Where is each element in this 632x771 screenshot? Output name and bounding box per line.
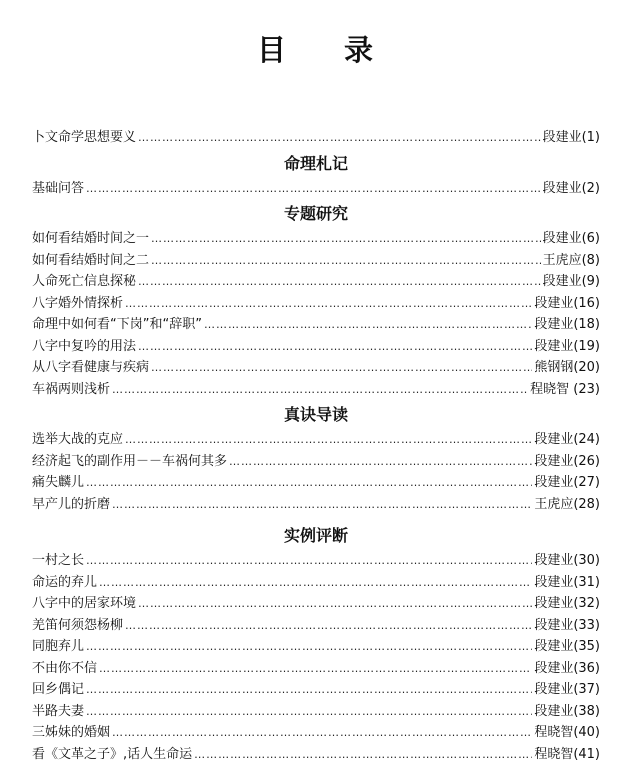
dot-leader [86, 554, 532, 567]
toc-entry-title: 一村之长 [32, 553, 85, 568]
toc-entry-author-page: 段建业(1) [542, 130, 600, 145]
table-of-contents [32, 126, 600, 764]
toc-entry[interactable] [32, 592, 600, 614]
toc-entry-author-page: 段建业(37) [534, 682, 600, 697]
toc-entry-author-page: 程晓智(40) [534, 725, 600, 740]
toc-entry[interactable] [32, 700, 600, 722]
dot-leader [86, 705, 532, 718]
dot-leader [151, 361, 532, 374]
dot-leader [125, 433, 532, 446]
toc-entry-title: 卜文命学思想要义 [32, 130, 137, 145]
dot-leader [86, 640, 532, 653]
toc-entry-author-page: 段建业(16) [534, 295, 600, 311]
toc-entry-author-page: 段建业(2) [542, 180, 600, 196]
toc-entry[interactable] [32, 743, 600, 765]
page-title [0, 28, 632, 69]
dot-leader [194, 748, 532, 761]
dot-leader [125, 297, 532, 310]
toc-entry-author-page: 段建业(31) [534, 574, 600, 590]
toc-entry-title: 早产儿的折磨 [32, 496, 111, 512]
toc-entry[interactable] [32, 356, 600, 378]
dot-leader [86, 476, 532, 489]
dot-leader [112, 726, 532, 739]
dot-leader [229, 455, 532, 468]
toc-entry-title: 从八字看健康与疾病 [32, 360, 150, 375]
toc-entry-title: 同胞弃儿 [32, 639, 85, 654]
dot-leader [138, 275, 541, 288]
toc-entry-title: 经济起飞的副作用－－车祸何其多 [32, 453, 228, 469]
toc-entry-author-page: 段建业(35) [534, 639, 600, 654]
toc-entry[interactable] [32, 571, 600, 593]
toc-entry-author-page: 段建业(38) [534, 703, 600, 719]
toc-entry[interactable] [32, 249, 600, 271]
toc-entry[interactable] [32, 450, 600, 472]
toc-entry[interactable] [32, 126, 600, 148]
toc-entry[interactable] [32, 549, 600, 571]
toc-entry[interactable] [32, 335, 600, 357]
toc-entry-title: 半路夫妻 [32, 703, 85, 719]
toc-entry-author-page: 段建业(36) [534, 660, 600, 676]
toc-entry[interactable] [32, 313, 600, 335]
toc-entry-author-page: 熊钢钢(20) [534, 360, 600, 375]
toc-entry-title: 看《文革之子》,话人生命运 [32, 746, 193, 762]
toc-entry-author-page: 段建业(6) [542, 231, 600, 246]
dot-leader [112, 498, 532, 511]
dot-leader [138, 340, 532, 353]
dot-leader [138, 597, 532, 610]
toc-entry-author-page: 段建业(27) [534, 475, 600, 490]
section-heading: 实例评断 [283, 526, 348, 545]
toc-entry[interactable] [32, 227, 600, 249]
toc-entry[interactable] [32, 678, 600, 700]
dot-leader [125, 619, 532, 632]
toc-entry[interactable] [32, 721, 600, 743]
page-title-char: 目 [256, 33, 288, 67]
toc-entry-title: 如何看结婚时间之二 [32, 252, 150, 268]
toc-entry-title: 八字中复吟的用法 [32, 338, 137, 354]
toc-entry-author-page: 段建业(24) [534, 432, 600, 447]
toc-entry[interactable] [32, 493, 600, 515]
dot-leader [138, 131, 541, 144]
dot-leader [99, 576, 532, 589]
section-heading: 专题研究 [283, 204, 348, 223]
dot-leader [204, 318, 532, 331]
toc-entry-author-page: 段建业(32) [534, 596, 600, 611]
toc-entry-title: 选举大战的克应 [32, 432, 124, 447]
page-title-char: 录 [344, 33, 376, 67]
dot-leader [151, 254, 541, 267]
toc-entry-title: 命理中如何看“下岗”和“辞职” [32, 317, 202, 332]
toc-section [32, 522, 600, 764]
toc-entry-title: 车祸两则浅析 [32, 381, 111, 397]
toc-section [32, 401, 600, 514]
toc-entry-title: 八字婚外情探析 [32, 295, 124, 311]
toc-entry-author-page: 王虎应(28) [534, 496, 600, 512]
toc-entry-title: 基础问答 [32, 180, 85, 196]
toc-entry-title: 八字中的居家环境 [32, 596, 137, 611]
section-heading: 命理札记 [283, 153, 348, 173]
toc-entry[interactable] [32, 177, 600, 199]
toc-entry-author-page: 段建业(33) [534, 617, 600, 633]
toc-entry[interactable] [32, 378, 600, 400]
dot-leader [151, 232, 541, 245]
toc-entry[interactable] [32, 635, 600, 657]
toc-entry[interactable] [32, 428, 600, 450]
toc-entry-author-page: 段建业(18) [534, 317, 600, 332]
toc-entry[interactable] [32, 270, 600, 292]
toc-entry-title: 如何看结婚时间之一 [32, 231, 150, 246]
toc-entry-author-page: 段建业(19) [534, 338, 600, 354]
toc-entry-author-page: 程晓智(41) [534, 746, 600, 762]
dot-leader [99, 662, 532, 675]
toc-entry-title: 不由你不信 [32, 660, 98, 676]
toc-entry-title: 命运的弃儿 [32, 574, 98, 590]
toc-entry-author-page: 程晓智 (23) [530, 381, 600, 397]
toc-section [32, 150, 600, 199]
toc-entry-title: 人命死亡信息探秘 [32, 274, 137, 289]
toc-entry-author-page: 王虎应(8) [542, 252, 600, 268]
dot-leader [112, 383, 528, 396]
toc-entry[interactable] [32, 657, 600, 679]
dot-leader [86, 182, 541, 195]
dot-leader [86, 683, 532, 696]
toc-entry-author-page: 段建业(30) [534, 553, 600, 568]
toc-entry-author-page: 段建业(26) [534, 453, 600, 469]
toc-entry-author-page: 段建业(9) [542, 274, 600, 289]
toc-entry-title: 痛失麟儿 [32, 475, 85, 490]
toc-entry[interactable] [32, 471, 600, 493]
toc-entry[interactable] [32, 292, 600, 314]
toc-entry[interactable] [32, 614, 600, 636]
toc-entry-title: 羌笛何须怨杨柳 [32, 617, 124, 633]
toc-entry-title: 三姊妹的婚姻 [32, 725, 111, 740]
toc-section [32, 200, 600, 399]
section-heading: 真诀导读 [283, 405, 348, 424]
toc-entry-title: 回乡偶记 [32, 682, 85, 697]
